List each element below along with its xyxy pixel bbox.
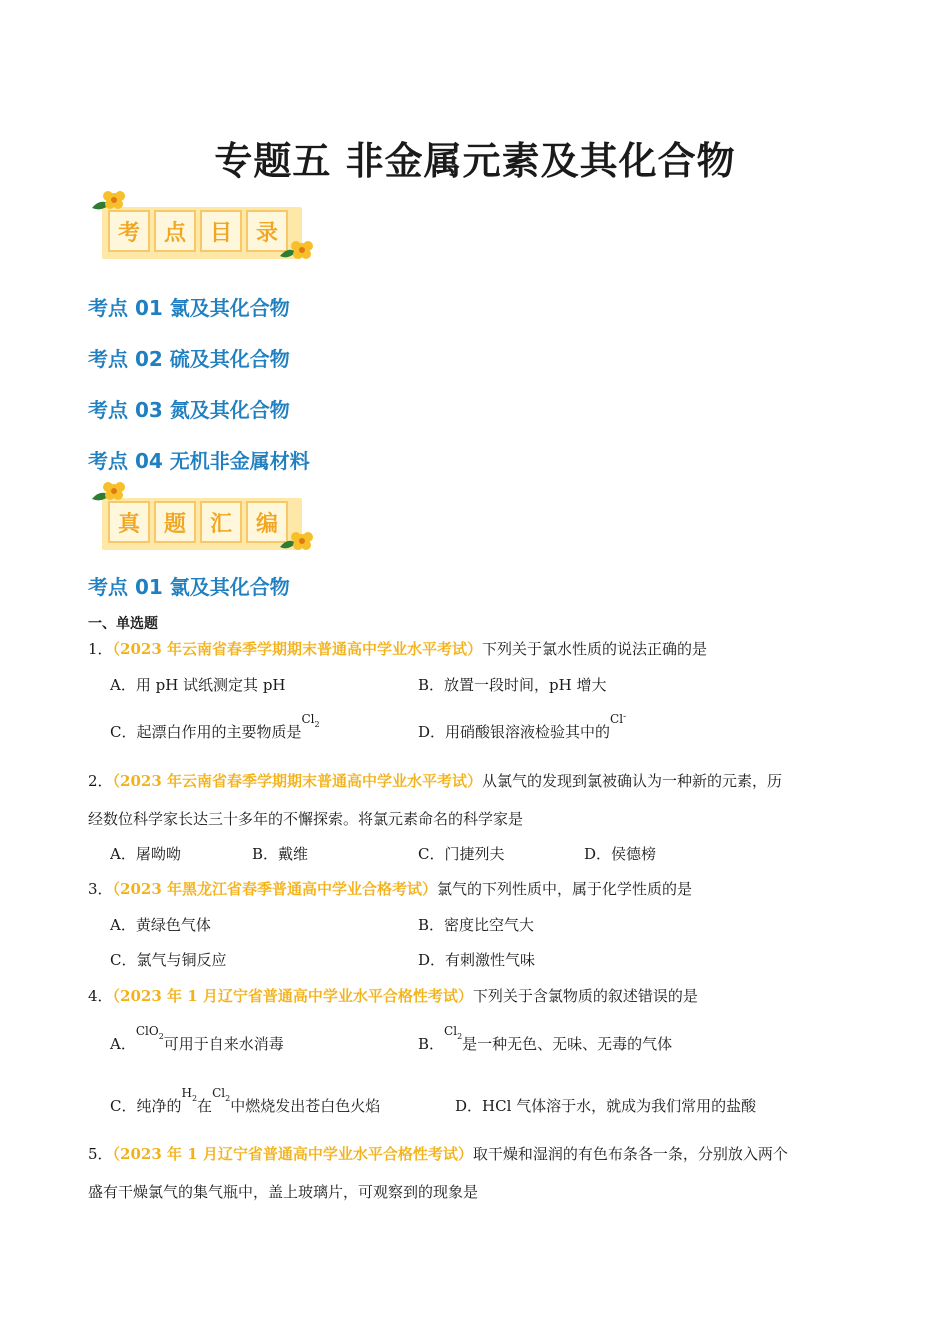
question-text: 取干燥和湿润的有色布条各一条，分别放入两个 bbox=[472, 1145, 788, 1163]
formula: Cl2 bbox=[212, 1086, 231, 1103]
formula: ClO2 bbox=[135, 1024, 164, 1041]
banner-char: 录 bbox=[246, 210, 288, 252]
question-text: 从氯气的发现到氯被确认为一种新的元素，历 bbox=[482, 772, 783, 790]
option-a[interactable]: A．黄绿色气体 bbox=[110, 916, 211, 934]
question-4 bbox=[88, 985, 698, 1006]
option-text: C．起漂白作用的主要物质是 bbox=[110, 723, 302, 741]
question-5 bbox=[88, 1143, 788, 1164]
option-b[interactable]: B．戴维 bbox=[252, 845, 309, 863]
question-number: 4． bbox=[88, 987, 113, 1005]
option-d[interactable]: D．有刺激性气味 bbox=[418, 951, 536, 969]
toc-item[interactable]: 考点 04 无机非金属材料 bbox=[88, 449, 310, 473]
formula: H2 bbox=[181, 1086, 198, 1103]
option-c[interactable]: C．门捷列夫 bbox=[418, 845, 505, 863]
question-number: 1． bbox=[88, 640, 113, 658]
option-c[interactable]: C．氯气与铜反应 bbox=[110, 951, 227, 969]
flower-icon bbox=[278, 238, 318, 268]
option-a[interactable]: A．用 pH 试纸测定其 pH bbox=[110, 676, 286, 694]
option-d[interactable] bbox=[418, 712, 627, 742]
banner-tiles bbox=[108, 210, 288, 252]
question-number: 3． bbox=[88, 880, 113, 898]
question-source: （2023 年 1 月辽宁省普通高中学业水平合格性考试） bbox=[112, 987, 473, 1005]
question-source: （2023 年云南省春季学期期末普通高中学业水平考试） bbox=[112, 640, 483, 658]
option-b[interactable]: B．密度比空气大 bbox=[418, 916, 535, 934]
banner-char: 真 bbox=[108, 501, 150, 543]
page-title: 专题五 非金属元素及其化合物 bbox=[214, 139, 736, 183]
subsection-heading: 一、单选题 bbox=[88, 616, 158, 632]
option-text: D．用硝酸银溶液检验其中的 bbox=[418, 723, 611, 741]
question-source: （2023 年 1 月辽宁省普通高中学业水平合格性考试） bbox=[112, 1145, 473, 1163]
banner-char: 汇 bbox=[200, 501, 242, 543]
question-text-line2: 经数位科学家长达三十多年的不懈探索。将氯元素命名的科学家是 bbox=[88, 810, 524, 828]
banner-char: 编 bbox=[246, 501, 288, 543]
question-source: （2023 年黑龙江省春季普通高中学业合格考试） bbox=[112, 880, 438, 898]
banner-char: 目 bbox=[200, 210, 242, 252]
option-a[interactable]: A．$^{ClO_2}$可用于自来水消毒 bbox=[110, 1024, 284, 1053]
toc-item[interactable]: 考点 03 氮及其化合物 bbox=[88, 398, 290, 422]
option-b[interactable]: B．$^{Cl_2}$是一种无色、无味、无毒的气体 bbox=[418, 1024, 673, 1053]
question-number: 5． bbox=[88, 1145, 113, 1163]
option-c[interactable]: C．纯净的$^{H_2}$在$^{Cl_2}$中燃烧发出苍白色火焰 bbox=[110, 1086, 381, 1115]
option-d[interactable]: D．HCl 气体溶于水，就成为我们常用的盐酸 bbox=[455, 1097, 757, 1115]
question-text: 下列关于含氯物质的叙述错误的是 bbox=[472, 987, 698, 1005]
formula: Cl2 bbox=[444, 1024, 463, 1041]
question-text: 下列关于氯水性质的说法正确的是 bbox=[482, 640, 708, 658]
question-source: （2023 年云南省春季学期期末普通高中学业水平考试） bbox=[112, 772, 483, 790]
question-1 bbox=[88, 638, 707, 659]
toc-item[interactable]: 考点 01 氯及其化合物 bbox=[88, 296, 290, 320]
formula: Cl2 bbox=[301, 712, 320, 729]
option-b[interactable]: B．放置一段时间，pH 增大 bbox=[418, 676, 607, 694]
option-c[interactable] bbox=[110, 712, 320, 742]
banner-char: 考 bbox=[108, 210, 150, 252]
banner-tiles bbox=[108, 501, 288, 543]
question-3 bbox=[88, 878, 692, 899]
question-text: 氯气的下列性质中，属于化学性质的是 bbox=[437, 880, 693, 898]
section-heading: 考点 01 氯及其化合物 bbox=[88, 575, 290, 599]
question-text-line2: 盛有干燥氯气的集气瓶中，盖上玻璃片，可观察到的现象是 bbox=[88, 1183, 479, 1201]
toc-item[interactable]: 考点 02 硫及其化合物 bbox=[88, 347, 290, 371]
option-a[interactable]: A．屠呦呦 bbox=[110, 845, 181, 863]
formula: Cl- bbox=[610, 712, 627, 726]
option-d[interactable]: D．侯德榜 bbox=[584, 845, 657, 863]
banner-char: 题 bbox=[154, 501, 196, 543]
flower-icon bbox=[278, 529, 318, 559]
question-number: 2． bbox=[88, 772, 113, 790]
banner-char: 点 bbox=[154, 210, 196, 252]
question-2 bbox=[88, 770, 782, 791]
